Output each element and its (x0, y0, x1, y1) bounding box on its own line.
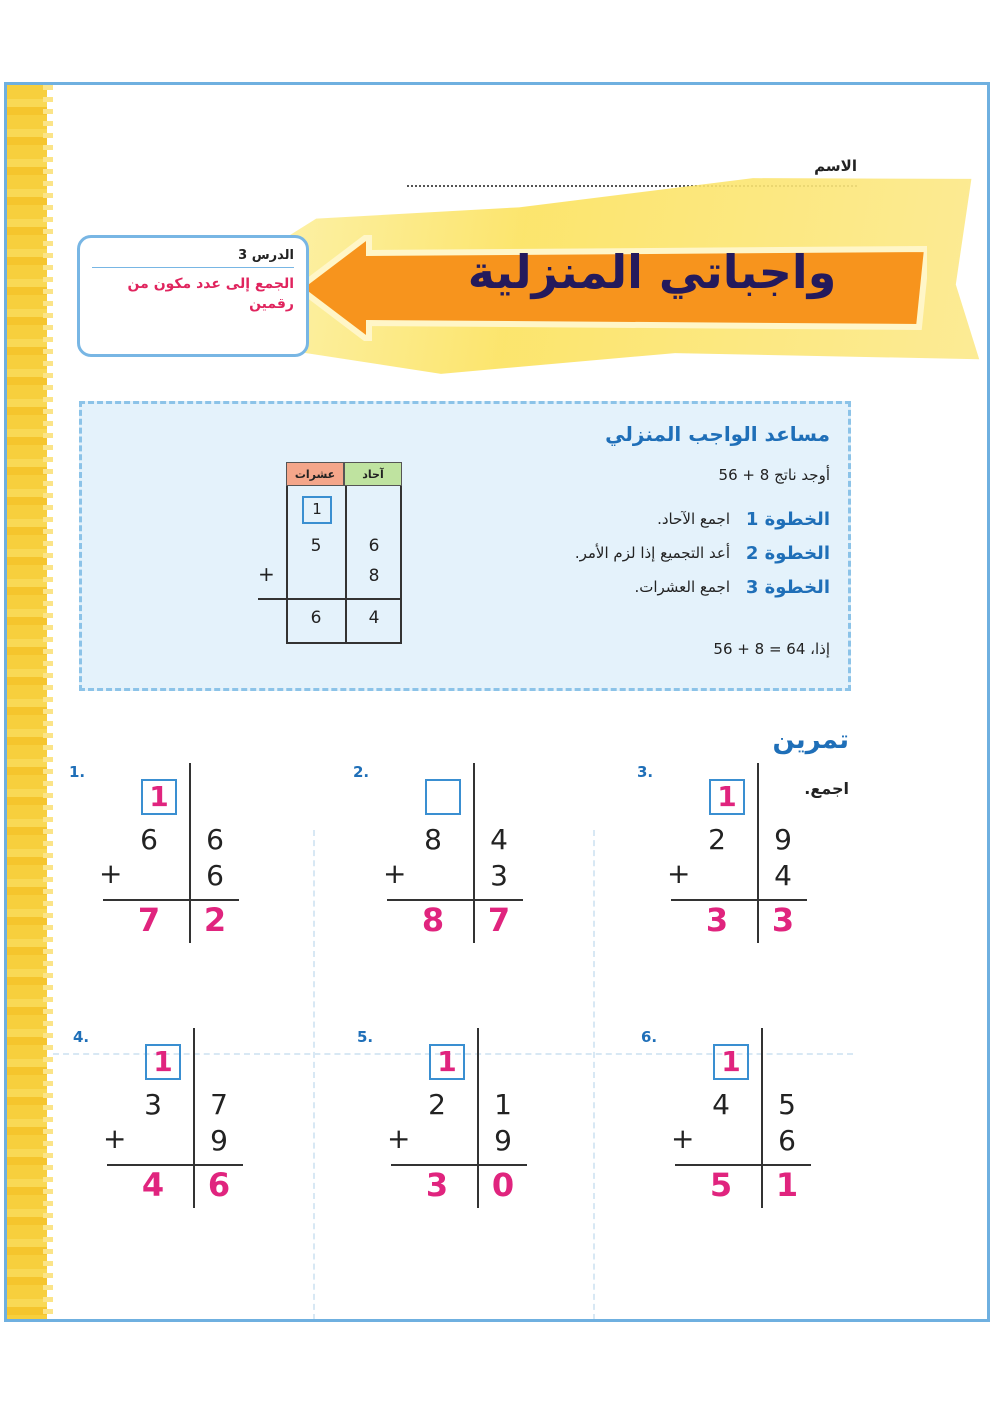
helper-title: مساعد الواجب المنزلي (605, 422, 830, 446)
problem-number: 2. (353, 763, 370, 781)
page-title: واجباتي المنزلية (467, 245, 837, 299)
plus-sign: + (671, 1122, 695, 1155)
tens-top: 2 (708, 823, 726, 856)
carry-box[interactable]: 1 (145, 1044, 181, 1080)
lesson-number: الدرس 3 (92, 248, 294, 268)
ones-add: 4 (774, 859, 792, 892)
ones-top: 7 (210, 1088, 228, 1121)
problem-number: 1. (69, 763, 86, 781)
column-divider (477, 1028, 479, 1208)
answer-tens[interactable]: 8 (421, 901, 445, 939)
step-2 (390, 536, 830, 570)
step-label: الخطوة 2 (745, 542, 830, 564)
problem-number: 4. (73, 1028, 90, 1046)
tens-top: 8 (424, 823, 442, 856)
answer-ones[interactable]: 1 (775, 1166, 799, 1204)
problem-6 (641, 1028, 881, 1228)
ones-add: 6 (778, 1124, 796, 1157)
answer-tens[interactable]: 3 (705, 901, 729, 939)
tens-top: 2 (428, 1088, 446, 1121)
carry-box[interactable]: 1 (713, 1044, 749, 1080)
helper-find: أوجد ناتج 8 + 56 (718, 466, 830, 484)
ones-top: 6 (368, 536, 380, 556)
homework-helper (79, 401, 851, 691)
ones-add: 8 (368, 566, 380, 586)
lesson-card (77, 235, 309, 357)
problem-1 (69, 763, 309, 963)
problem-3 (637, 763, 877, 963)
tens-top: 6 (140, 823, 158, 856)
plus-sign: + (258, 562, 275, 586)
ones-top: 4 (490, 823, 508, 856)
step-label: الخطوة 3 (745, 576, 830, 598)
plus-sign: + (103, 1122, 127, 1155)
chart-header (286, 462, 402, 486)
tens-top: 4 (712, 1088, 730, 1121)
practice-instruction: اجمع. (804, 779, 849, 798)
column-divider (757, 763, 759, 943)
problem-number: 6. (641, 1028, 658, 1046)
carry-box[interactable]: 1 (429, 1044, 465, 1080)
answer-tens[interactable]: 4 (141, 1166, 165, 1204)
step-1 (390, 502, 830, 536)
name-label: الاسم (814, 157, 857, 175)
problem-4 (73, 1028, 313, 1228)
tens-top: 3 (144, 1088, 162, 1121)
column-divider (189, 763, 191, 943)
sum-ones: 4 (368, 608, 380, 628)
decorative-stripe (7, 85, 47, 1319)
answer-tens[interactable]: 7 (137, 901, 161, 939)
worksheet-page (4, 82, 990, 1322)
answer-tens[interactable]: 3 (425, 1166, 449, 1204)
ones-add: 9 (494, 1124, 512, 1157)
answer-ones[interactable]: 0 (491, 1166, 515, 1204)
grid-divider (313, 830, 315, 1320)
step-label: الخطوة 1 (745, 508, 830, 530)
plus-sign: + (383, 857, 407, 890)
answer-ones[interactable]: 6 (207, 1166, 231, 1204)
ones-header: آحاد (344, 462, 402, 486)
sum-line (258, 598, 400, 600)
carry-box[interactable]: 1 (709, 779, 745, 815)
column-divider (193, 1028, 195, 1208)
problem-number: 5. (357, 1028, 374, 1046)
carry-box[interactable] (425, 779, 461, 815)
place-value-chart (258, 462, 402, 644)
ones-top: 6 (206, 823, 224, 856)
step-text: اجمع العشرات. (634, 578, 730, 596)
practice-title: تمرين (772, 725, 849, 755)
tens-top: 5 (310, 536, 322, 556)
helper-steps (390, 502, 830, 604)
tens-header: عشرات (286, 462, 344, 486)
step-3 (390, 570, 830, 604)
lesson-title: الجمع إلى عدد مكون من رقمين (127, 276, 294, 312)
step-text: أعد التجميع إذا لزم الأمر. (574, 544, 730, 562)
carry-box[interactable]: 1 (141, 779, 177, 815)
sum-tens: 6 (310, 608, 322, 628)
step-text: اجمع الآحاد. (657, 510, 730, 528)
helper-result: إذا، 64 = 8 + 56 (713, 640, 830, 658)
problem-5 (357, 1028, 597, 1228)
plus-sign: + (387, 1122, 411, 1155)
problem-2 (353, 763, 593, 963)
answer-ones[interactable]: 2 (203, 901, 227, 939)
ones-top: 5 (778, 1088, 796, 1121)
answer-ones[interactable]: 3 (771, 901, 795, 939)
column-divider (761, 1028, 763, 1208)
carry-box: 1 (302, 496, 332, 524)
answer-ones[interactable]: 7 (487, 901, 511, 939)
plus-sign: + (667, 857, 691, 890)
chart-body (258, 486, 402, 644)
ones-add: 3 (490, 859, 508, 892)
ones-top: 9 (774, 823, 792, 856)
problem-number: 3. (637, 763, 654, 781)
ones-top: 1 (494, 1088, 512, 1121)
column-divider (473, 763, 475, 943)
answer-tens[interactable]: 5 (709, 1166, 733, 1204)
ones-add: 6 (206, 859, 224, 892)
ones-add: 9 (210, 1124, 228, 1157)
plus-sign: + (99, 857, 123, 890)
